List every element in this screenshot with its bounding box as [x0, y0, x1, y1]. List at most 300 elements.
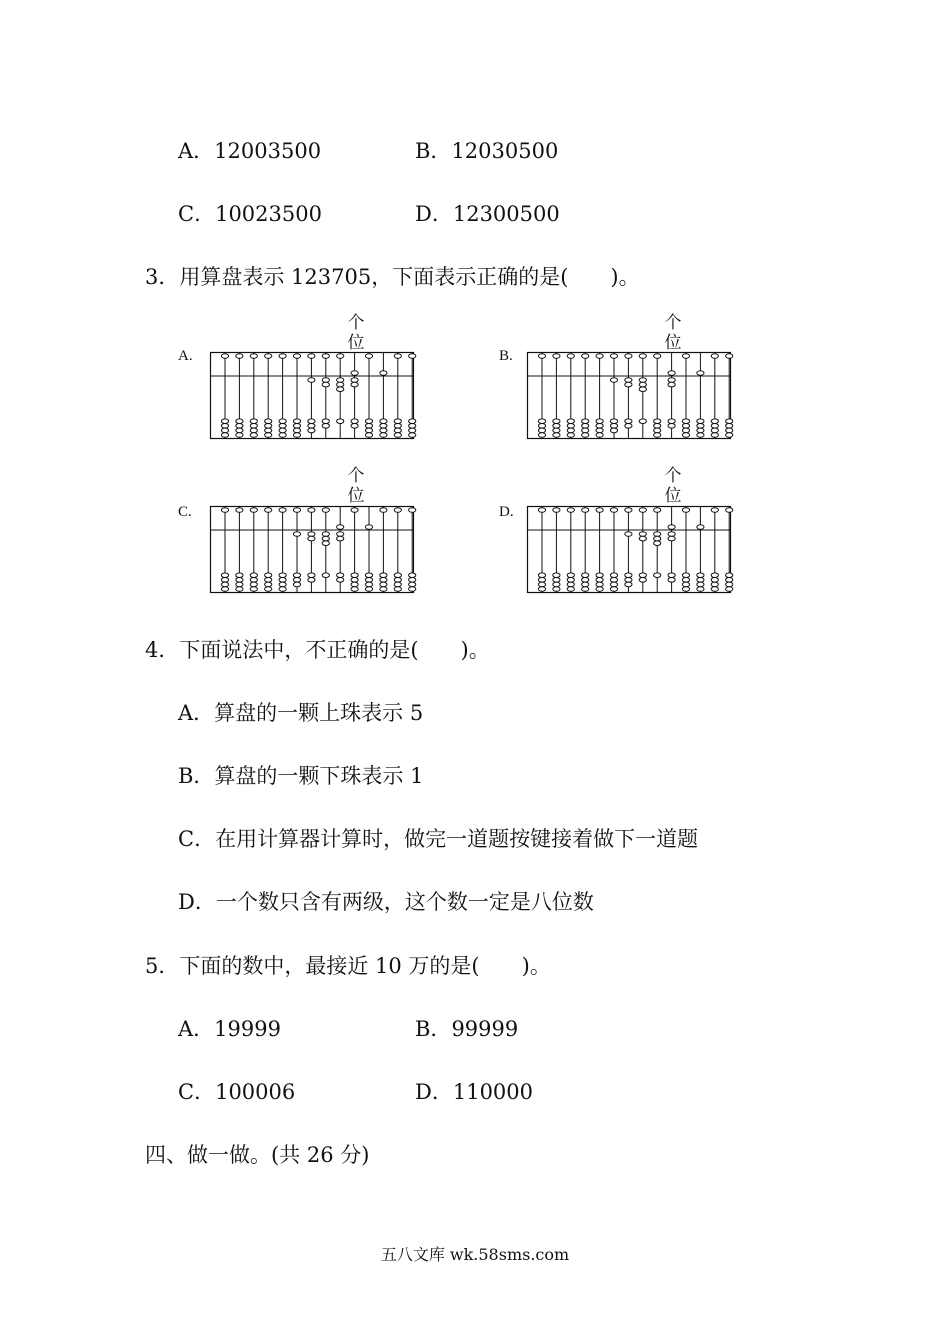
abacus-bead — [351, 382, 358, 387]
abacus-bead — [726, 354, 733, 359]
abacus-bead — [236, 354, 243, 359]
abacus-bead — [682, 508, 689, 513]
abacus-bead — [236, 419, 243, 424]
abacus-bead — [654, 433, 661, 438]
abacus-bead — [726, 573, 733, 578]
abacus-bead — [351, 424, 358, 429]
abacus-bead — [322, 536, 329, 541]
abacus-bead — [711, 419, 718, 424]
abacus-bead — [409, 424, 416, 429]
abacus-bead — [553, 508, 560, 513]
abacus-c-letter: C. — [178, 504, 192, 520]
abacus-bead — [365, 428, 372, 433]
abacus-bead — [697, 428, 704, 433]
abacus-bead — [380, 587, 387, 592]
abacus-bead — [250, 354, 257, 359]
abacus-bead — [538, 573, 545, 578]
abacus-bead — [639, 354, 646, 359]
abacus-bead — [654, 532, 661, 537]
abacus-bead — [682, 587, 689, 592]
abacus-bead — [250, 424, 257, 429]
abacus-bead — [567, 428, 574, 433]
abacus-bead — [610, 582, 617, 587]
abacus-bead — [308, 536, 315, 541]
abacus-bead — [596, 428, 603, 433]
abacus-bead — [322, 378, 329, 383]
abacus-bead — [322, 354, 329, 359]
abacus-bead — [538, 428, 545, 433]
abacus-bead — [236, 508, 243, 513]
abacus-bead — [279, 582, 286, 587]
abacus-bead — [553, 582, 560, 587]
abacus-bead — [668, 525, 675, 530]
q5-option-a: A．19999 — [178, 1017, 281, 1041]
q2-option-b: B．12030500 — [415, 139, 559, 163]
abacus-bead — [337, 573, 344, 578]
abacus-bead — [236, 582, 243, 587]
abacus-bead — [610, 354, 617, 359]
abacus-bead — [380, 428, 387, 433]
abacus-bead — [351, 371, 358, 376]
abacus-bead — [351, 578, 358, 583]
abacus-bead — [337, 578, 344, 583]
abacus-bead — [221, 428, 228, 433]
abacus-bead — [538, 433, 545, 438]
abacus-a-frame — [210, 352, 415, 442]
abacus-bead — [625, 378, 632, 383]
abacus-bead — [538, 419, 545, 424]
abacus-bead — [625, 424, 632, 429]
abacus-bead — [668, 419, 675, 424]
abacus-bead — [409, 578, 416, 583]
abacus-bead — [394, 428, 401, 433]
abacus-bead — [221, 587, 228, 592]
abacus-a-place-label: 个位 — [347, 313, 365, 353]
q4-option-d: D．一个数只含有两级，这个数一定是八位数 — [178, 890, 594, 914]
abacus-bead — [308, 508, 315, 513]
abacus-bead — [596, 424, 603, 429]
abacus-bead — [567, 587, 574, 592]
abacus-bead — [567, 573, 574, 578]
abacus-bead — [351, 378, 358, 383]
abacus-bead — [409, 508, 416, 513]
abacus-bead — [365, 573, 372, 578]
abacus-bead — [697, 573, 704, 578]
abacus-bead — [553, 428, 560, 433]
abacus-bead — [337, 419, 344, 424]
abacus-bead — [293, 424, 300, 429]
abacus-bead — [697, 424, 704, 429]
section-4-title: 四、做一做。(共 26 分) — [145, 1143, 370, 1167]
abacus-bead — [610, 573, 617, 578]
abacus-bead — [697, 587, 704, 592]
abacus-bead — [236, 424, 243, 429]
abacus-bead — [265, 587, 272, 592]
abacus-bead — [337, 536, 344, 541]
abacus-bead — [293, 508, 300, 513]
abacus-bead — [538, 424, 545, 429]
abacus-bead — [365, 433, 372, 438]
abacus-bead — [553, 587, 560, 592]
abacus-bead — [322, 541, 329, 546]
abacus-bead — [250, 582, 257, 587]
abacus-bead — [365, 525, 372, 530]
abacus-bead — [394, 433, 401, 438]
abacus-bead — [625, 354, 632, 359]
abacus-bead — [409, 354, 416, 359]
abacus-bead — [654, 508, 661, 513]
abacus-bead — [279, 419, 286, 424]
abacus-bead — [365, 587, 372, 592]
abacus-bead — [322, 532, 329, 537]
q2-option-c: C．10023500 — [178, 202, 322, 226]
abacus-bead — [682, 433, 689, 438]
abacus-bead — [596, 587, 603, 592]
abacus-bead — [365, 578, 372, 583]
abacus-bead — [668, 424, 675, 429]
abacus-bead — [639, 387, 646, 392]
abacus-bead — [726, 424, 733, 429]
abacus-bead — [553, 433, 560, 438]
abacus-bead — [265, 428, 272, 433]
abacus-bead — [221, 424, 228, 429]
abacus-bead — [726, 433, 733, 438]
abacus-bead — [682, 578, 689, 583]
abacus-bead — [322, 424, 329, 429]
abacus-bead — [625, 573, 632, 578]
abacus-bead — [293, 419, 300, 424]
abacus-bead — [711, 573, 718, 578]
abacus-d-place-label: 个位 — [664, 466, 682, 506]
abacus-a-letter: A. — [178, 348, 193, 364]
abacus-bead — [567, 508, 574, 513]
abacus-bead — [567, 424, 574, 429]
abacus-bead — [394, 573, 401, 578]
abacus-bead — [596, 582, 603, 587]
abacus-bead — [221, 354, 228, 359]
q2-option-d: D．12300500 — [415, 202, 560, 226]
abacus-bead — [682, 582, 689, 587]
abacus-bead — [610, 428, 617, 433]
abacus-bead — [409, 419, 416, 424]
abacus-bead — [582, 419, 589, 424]
abacus-bead — [668, 532, 675, 537]
abacus-bead — [394, 582, 401, 587]
q5-stem: 5．下面的数中，最接近 10 万的是( )。 — [145, 954, 551, 978]
abacus-bead — [394, 587, 401, 592]
abacus-bead — [265, 582, 272, 587]
abacus-bead — [726, 508, 733, 513]
abacus-bead — [711, 578, 718, 583]
abacus-bead — [654, 536, 661, 541]
abacus-bead — [625, 419, 632, 424]
abacus-bead — [654, 419, 661, 424]
abacus-bead — [337, 354, 344, 359]
q4-option-c: C．在用计算器计算时，做完一道题按键接着做下一道题 — [178, 827, 699, 851]
abacus-bead — [279, 433, 286, 438]
abacus-bead — [610, 378, 617, 383]
abacus-b-letter: B. — [499, 348, 513, 364]
abacus-bead — [265, 573, 272, 578]
abacus-bead — [697, 525, 704, 530]
abacus-bead — [538, 582, 545, 587]
abacus-bead — [596, 508, 603, 513]
abacus-bead — [582, 587, 589, 592]
abacus-bead — [279, 587, 286, 592]
abacus-bead — [639, 378, 646, 383]
abacus-bead — [610, 419, 617, 424]
abacus-bead — [639, 573, 646, 578]
q5-option-b: B．99999 — [415, 1017, 519, 1041]
abacus-bead — [221, 582, 228, 587]
abacus-bead — [293, 573, 300, 578]
abacus-bead — [538, 508, 545, 513]
abacus-bead — [250, 587, 257, 592]
abacus-bead — [279, 508, 286, 513]
abacus-bead — [308, 419, 315, 424]
abacus-bead — [221, 508, 228, 513]
abacus-bead — [308, 573, 315, 578]
abacus-bead — [351, 587, 358, 592]
abacus-bead — [380, 419, 387, 424]
abacus-bead — [409, 582, 416, 587]
abacus-bead — [668, 371, 675, 376]
abacus-bead — [221, 433, 228, 438]
abacus-bead — [293, 354, 300, 359]
abacus-bead — [553, 419, 560, 424]
abacus-bead — [337, 387, 344, 392]
abacus-bead — [265, 433, 272, 438]
abacus-bead — [697, 582, 704, 587]
abacus-bead — [279, 573, 286, 578]
abacus-bead — [654, 573, 661, 578]
abacus-bead — [596, 433, 603, 438]
abacus-bead — [682, 354, 689, 359]
abacus-bead — [394, 508, 401, 513]
abacus-bead — [221, 578, 228, 583]
abacus-bead — [582, 578, 589, 583]
abacus-bead — [639, 578, 646, 583]
abacus-bead — [668, 382, 675, 387]
q2-option-a: A．12003500 — [178, 139, 322, 163]
abacus-bead — [654, 428, 661, 433]
abacus-bead — [236, 428, 243, 433]
abacus-bead — [610, 424, 617, 429]
abacus-bead — [697, 371, 704, 376]
abacus-bead — [250, 428, 257, 433]
q4-option-a: A．算盘的一颗上珠表示 5 — [178, 701, 424, 725]
abacus-bead — [394, 354, 401, 359]
abacus-bead — [567, 433, 574, 438]
abacus-bead — [308, 578, 315, 583]
abacus-bead — [365, 424, 372, 429]
abacus-bead — [582, 573, 589, 578]
abacus-b-place-label: 个位 — [664, 313, 682, 353]
abacus-bead — [553, 578, 560, 583]
abacus-d-frame — [527, 506, 732, 596]
abacus-bead — [610, 578, 617, 583]
abacus-bead — [380, 573, 387, 578]
abacus-bead — [582, 428, 589, 433]
abacus-bead — [293, 433, 300, 438]
abacus-bead — [409, 587, 416, 592]
abacus-c-place-label: 个位 — [347, 466, 365, 506]
abacus-bead — [279, 354, 286, 359]
abacus-bead — [265, 508, 272, 513]
abacus-bead — [567, 354, 574, 359]
abacus-bead — [250, 573, 257, 578]
abacus-bead — [697, 433, 704, 438]
abacus-bead — [654, 424, 661, 429]
abacus-bead — [236, 433, 243, 438]
abacus-bead — [236, 573, 243, 578]
abacus-bead — [668, 578, 675, 583]
abacus-bead — [567, 419, 574, 424]
abacus-bead — [711, 428, 718, 433]
abacus-d-letter: D. — [499, 504, 514, 520]
abacus-bead — [279, 424, 286, 429]
abacus-bead — [236, 578, 243, 583]
abacus-bead — [236, 587, 243, 592]
footer-watermark: 五八文库 wk.58sms.com — [380, 1245, 570, 1264]
abacus-bead — [250, 508, 257, 513]
abacus-bead — [625, 508, 632, 513]
abacus-bead — [639, 382, 646, 387]
abacus-bead — [409, 433, 416, 438]
abacus-c-frame — [210, 506, 415, 596]
abacus-bead — [596, 419, 603, 424]
abacus-bead — [654, 541, 661, 546]
abacus-bead — [322, 419, 329, 424]
abacus-bead — [668, 536, 675, 541]
abacus-bead — [337, 532, 344, 537]
abacus-bead — [639, 536, 646, 541]
abacus-bead — [711, 354, 718, 359]
abacus-bead — [596, 573, 603, 578]
abacus-bead — [582, 508, 589, 513]
abacus-bead — [279, 578, 286, 583]
abacus-bead — [409, 573, 416, 578]
abacus-bead — [582, 582, 589, 587]
abacus-bead — [351, 573, 358, 578]
abacus-bead — [639, 532, 646, 537]
abacus-bead — [265, 354, 272, 359]
abacus-bead — [726, 582, 733, 587]
abacus-bead — [711, 587, 718, 592]
abacus-bead — [682, 573, 689, 578]
abacus-bead — [250, 433, 257, 438]
abacus-bead — [639, 508, 646, 513]
abacus-bead — [365, 354, 372, 359]
abacus-bead — [610, 587, 617, 592]
abacus-bead — [365, 582, 372, 587]
abacus-bead — [567, 578, 574, 583]
q5-option-c: C．100006 — [178, 1080, 296, 1104]
abacus-bead — [279, 428, 286, 433]
q4-option-b: B．算盘的一颗下珠表示 1 — [178, 764, 424, 788]
abacus-bead — [322, 508, 329, 513]
abacus-bead — [625, 582, 632, 587]
abacus-bead — [625, 578, 632, 583]
abacus-bead — [394, 424, 401, 429]
abacus-bead — [668, 573, 675, 578]
abacus-bead — [553, 573, 560, 578]
abacus-bead — [308, 532, 315, 537]
abacus-bead — [582, 424, 589, 429]
abacus-bead — [380, 371, 387, 376]
abacus-bead — [582, 433, 589, 438]
abacus-bead — [293, 578, 300, 583]
abacus-bead — [351, 419, 358, 424]
abacus-bead — [322, 382, 329, 387]
abacus-bead — [596, 578, 603, 583]
abacus-bead — [625, 382, 632, 387]
abacus-bead — [380, 582, 387, 587]
abacus-bead — [711, 424, 718, 429]
abacus-bead — [726, 578, 733, 583]
abacus-bead — [265, 424, 272, 429]
abacus-b-frame — [527, 352, 732, 442]
q3-stem: 3．用算盘表示 123705，下面表示正确的是( )。 — [145, 265, 640, 289]
abacus-bead — [639, 419, 646, 424]
abacus-bead — [250, 419, 257, 424]
abacus-bead — [711, 508, 718, 513]
abacus-bead — [697, 419, 704, 424]
abacus-bead — [221, 573, 228, 578]
abacus-bead — [308, 354, 315, 359]
abacus-bead — [337, 382, 344, 387]
abacus-bead — [553, 424, 560, 429]
abacus-bead — [337, 378, 344, 383]
abacus-bead — [610, 508, 617, 513]
abacus-bead — [726, 419, 733, 424]
abacus-bead — [538, 578, 545, 583]
abacus-bead — [553, 354, 560, 359]
abacus-bead — [351, 508, 358, 513]
abacus-bead — [265, 419, 272, 424]
abacus-bead — [308, 424, 315, 429]
abacus-bead — [308, 428, 315, 433]
abacus-bead — [337, 525, 344, 530]
abacus-bead — [394, 578, 401, 583]
abacus-bead — [682, 419, 689, 424]
abacus-bead — [582, 354, 589, 359]
abacus-bead — [596, 354, 603, 359]
q5-option-d: D．110000 — [415, 1080, 534, 1104]
abacus-bead — [682, 428, 689, 433]
abacus-bead — [380, 508, 387, 513]
abacus-bead — [250, 578, 257, 583]
abacus-bead — [380, 578, 387, 583]
abacus-bead — [293, 428, 300, 433]
abacus-bead — [322, 573, 329, 578]
abacus-bead — [380, 424, 387, 429]
abacus-bead — [654, 354, 661, 359]
abacus-bead — [265, 578, 272, 583]
abacus-bead — [293, 582, 300, 587]
abacus-bead — [711, 433, 718, 438]
abacus-bead — [668, 378, 675, 383]
abacus-bead — [538, 587, 545, 592]
abacus-bead — [394, 419, 401, 424]
abacus-bead — [409, 428, 416, 433]
abacus-bead — [293, 532, 300, 537]
abacus-bead — [682, 424, 689, 429]
q4-stem: 4．下面说法中，不正确的是( )。 — [145, 638, 490, 662]
abacus-bead — [365, 419, 372, 424]
abacus-bead — [711, 582, 718, 587]
abacus-bead — [221, 419, 228, 424]
